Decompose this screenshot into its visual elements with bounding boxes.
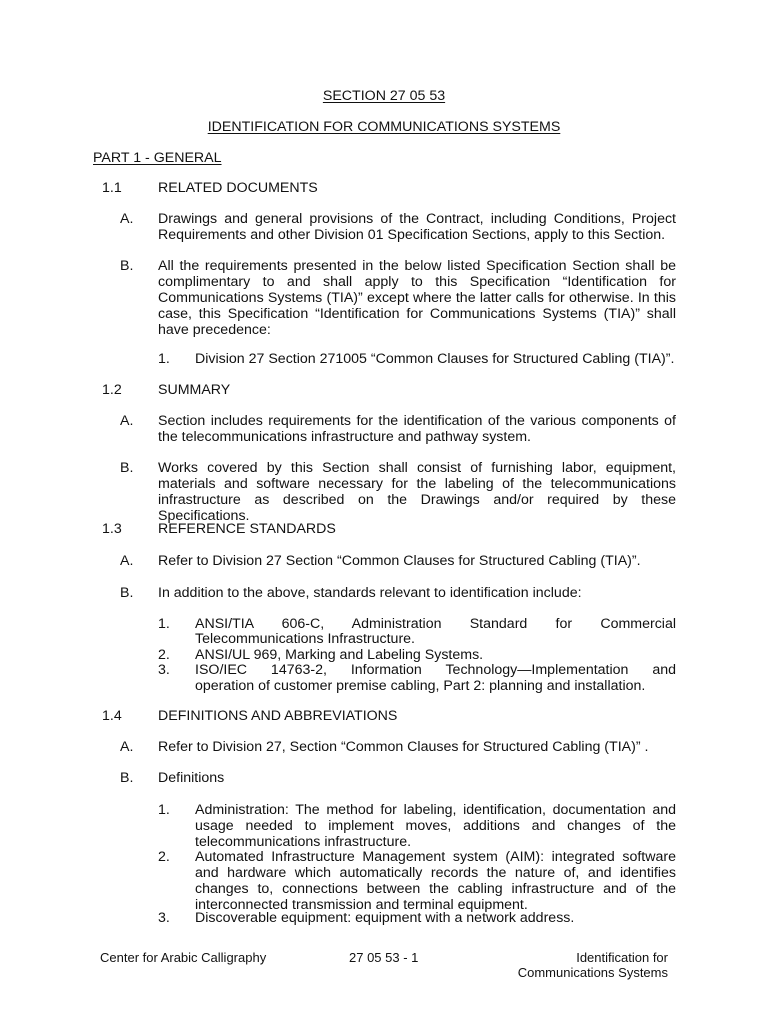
- footer-page-number: 27 05 53 - 1: [349, 950, 419, 965]
- subparagraph-text: Telecommunications Infrastructure.: [195, 631, 415, 647]
- footer-right: [468, 950, 668, 980]
- article-number: 1.1: [102, 180, 122, 196]
- paragraph-text: Section includes requirements for the identification of the various components of the telecommunications infrastructure and pathway system.: [158, 413, 676, 445]
- paragraph-text: Definitions: [158, 770, 225, 786]
- paragraph-letter: A.: [120, 211, 134, 227]
- paragraph-text: In addition to the above, standards relevant to identification include:: [158, 585, 582, 601]
- part-heading: PART 1 - GENERAL: [93, 150, 222, 166]
- footer-right-line1: Identification for: [576, 950, 668, 965]
- article-title: RELATED DOCUMENTS: [158, 180, 318, 196]
- paragraph-letter: A.: [120, 553, 134, 569]
- paragraph-letter: B.: [120, 258, 134, 274]
- paragraph-text: Works covered by this Section shall consist of furnishing labor, equipment, materials and software necessary for the labeling of the telecommunications infrastructure as described on the Drawings and/or required by these Specifications.: [158, 460, 676, 524]
- article-number: 1.3: [102, 521, 122, 537]
- subparagraph-text: operation of customer premise cabling, Part 2: planning and installation.: [195, 678, 646, 694]
- footer-right-line2: Communications Systems: [517, 965, 668, 980]
- article-title: DEFINITIONS AND ABBREVIATIONS: [158, 708, 398, 724]
- footer-left: Center for Arabic Calligraphy: [100, 950, 267, 965]
- subparagraph-text: Automated Infrastructure Management system (AIM): integrated software and hardware which automatically records the nature of, and identifies changes to, connections between the cabling infrastructure and of the interconnected transmission and terminal equipment.: [195, 849, 676, 913]
- paragraph-text: Refer to Division 27, Section “Common Clauses for Structured Cabling (TIA)” .: [158, 739, 649, 755]
- subparagraph-number: 1.: [158, 351, 170, 367]
- subparagraph-number: 1.: [158, 616, 170, 632]
- section-number: SECTION 27 05 53: [322, 88, 446, 104]
- subparagraph-number: 2.: [158, 849, 170, 865]
- subparagraph-number: 2.: [158, 647, 170, 663]
- section-title: IDENTIFICATION FOR COMMUNICATIONS SYSTEMS: [207, 119, 561, 135]
- paragraph-letter: B.: [120, 585, 134, 601]
- paragraph-letter: A.: [120, 739, 134, 755]
- paragraph-text: All the requirements presented in the below listed Specification Section shall be complimentary to and shall apply to this Specification “Identification for Communications Systems (TIA)” except where the latter calls for otherwise. In this case, this Specification “Identification for Communications Systems (TIA)” shall have precedence:: [158, 258, 676, 338]
- paragraph-letter: A.: [120, 413, 134, 429]
- paragraph-text: Refer to Division 27 Section “Common Clauses for Structured Cabling (TIA)”.: [158, 553, 641, 569]
- subparagraph-text: ISO/IEC 14763-2, Information Technology—Implementation and: [195, 662, 676, 678]
- subparagraph-text: Division 27 Section 271005 “Common Clauses for Structured Cabling (TIA)”.: [195, 351, 675, 367]
- subparagraph-text: Discoverable equipment: equipment with a network address.: [195, 910, 575, 926]
- subparagraph-number: 3.: [158, 910, 170, 926]
- article-number: 1.4: [102, 708, 122, 724]
- paragraph-letter: B.: [120, 770, 134, 786]
- paragraph-text: Drawings and general provisions of the Contract, including Conditions, Project Requirements and other Division 01 Specification Sections, apply to this Section.: [158, 211, 676, 243]
- article-title: REFERENCE STANDARDS: [158, 521, 336, 537]
- subparagraph-text: ANSI/TIA 606-C, Administration Standard for Commercial: [195, 616, 676, 632]
- subparagraph-text: Administration: The method for labeling, identification, documentation and usage needed to implement moves, additions and changes of the telecommunications infrastructure.: [195, 802, 676, 850]
- article-number: 1.2: [102, 382, 122, 398]
- subparagraph-text: ANSI/UL 969, Marking and Labeling Systems.: [195, 647, 484, 663]
- subparagraph-number: 3.: [158, 662, 170, 678]
- paragraph-letter: B.: [120, 460, 134, 476]
- subparagraph-number: 1.: [158, 802, 170, 818]
- article-title: SUMMARY: [158, 382, 231, 398]
